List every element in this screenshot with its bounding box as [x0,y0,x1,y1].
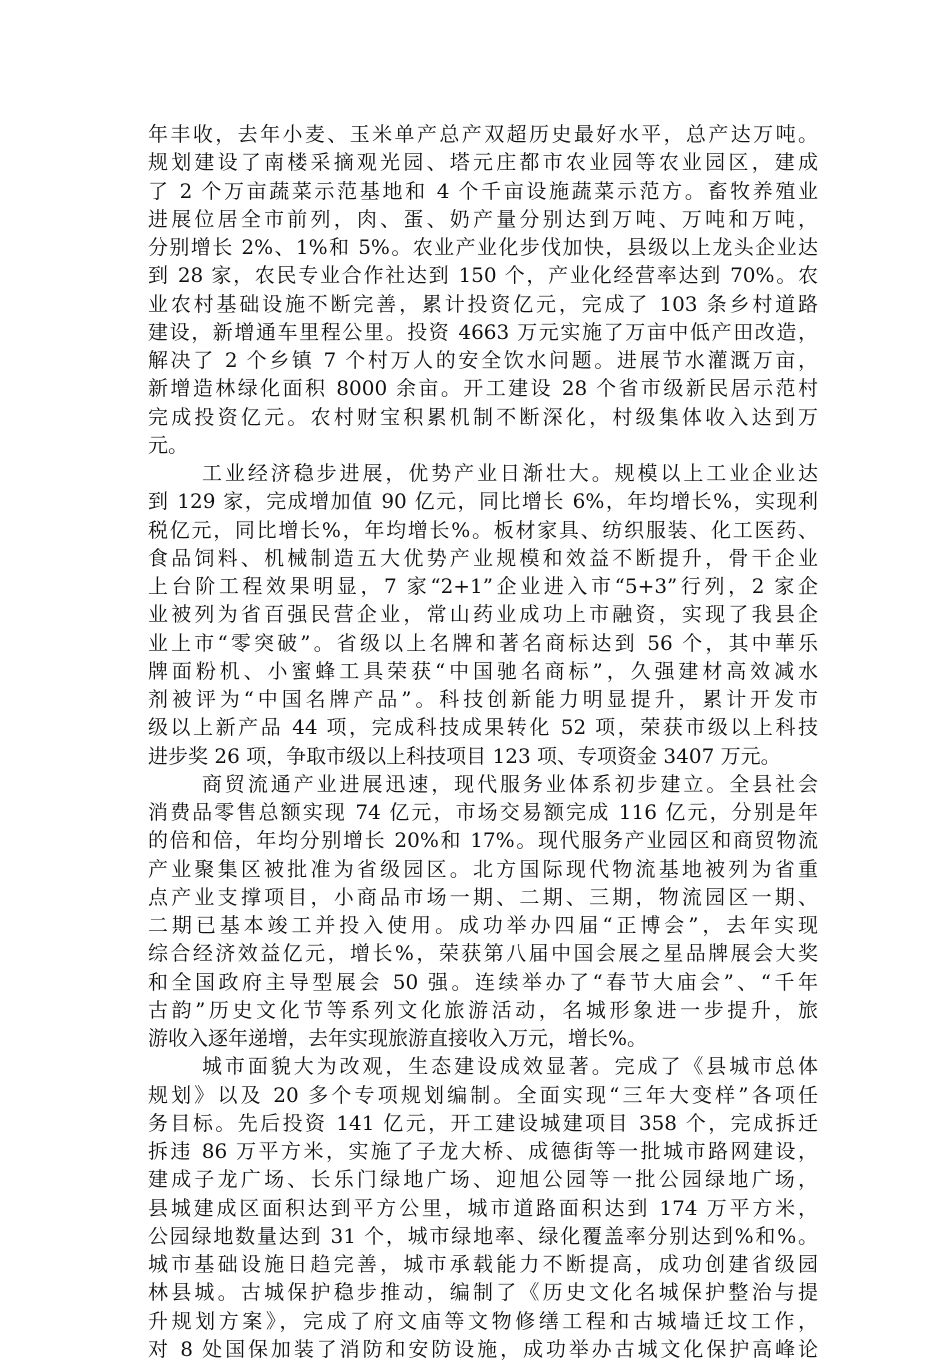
document-body [148,120,818,1363]
text-line: 古韵”历史文化节等系列文化旅游活动，名城形象进一步提升，旅 [148,997,818,1022]
text-line: 务目标。先后投资 141 亿元，开工建设城建项目 358 个，完成拆迁 [148,1110,818,1135]
text-line: 了 2 个万亩蔬菜示范基地和 4 个千亩设施蔬菜示范方。畜牧养殖业 [148,178,818,203]
text-line: 业上市“零突破”。省级以上名牌和著名商标达到 56 个，其中華乐 [148,630,818,655]
text-line: 建成子龙广场、长乐门绿地广场、迎旭公园等一批公园绿地广场， [148,1167,818,1192]
text-line: 林县城。古城保护稳步推动，编制了《历史文化名城保护整治与提 [148,1280,818,1305]
text-line: 城市面貌大为改观，生态建设成效显著。完成了《县城市总体 [202,1054,818,1079]
text-line: 到 28 家，农民专业合作社达到 150 个，产业化经营率达到 70%。农 [148,263,818,288]
text-line: 业被列为省百强民营企业，常山药业成功上市融资，实现了我县企 [148,602,818,627]
text-line: 游收入逐年递增，去年实现旅游直接收入万元，增长%。 [148,1026,648,1050]
text-line: 业农村基础设施不断完善，累计投资亿元，完成了 103 条乡村道路 [148,291,818,316]
text-line: 进展位居全市前列，肉、蛋、奶产量分别达到万吨、万吨和万吨， [148,206,818,231]
text-line: 二期已基本竣工并投入使用。成功举办四届“正博会”，去年实现 [148,913,818,937]
text-line: 规划》以及 20 多个专项规划编制。全面实现“三年大变样”各项任 [148,1082,818,1107]
text-line: 县城建成区面积达到平方公里，城市道路面积达到 174 万平方米， [148,1195,818,1220]
text-line: 进步奖 26 项，争取市级以上科技项目 123 项、专项资金 3407 万元。 [148,743,781,768]
text-line: 分别增长 2%、1%和 5%。农业产业化步伐加快，县级以上龙头企业达 [148,235,818,259]
text-line: 新增造林绿化面积 8000 余亩。开工建设 28 个省市级新民居示范村 [148,376,818,401]
text-line: 升规划方案》，完成了府文庙等文物修缮工程和古城墙迁坟工作， [148,1308,818,1333]
text-line: 点产业支撑项目，小商品市场一期、二期、三期，物流园区一期、 [148,884,818,909]
text-line: 年丰收，去年小麦、玉米单产总产双超历史最好水平，总产达万吨。 [148,122,818,146]
text-line: 完成投资亿元。农村财宝积累机制不断深化，村级集体收入达到万 [148,404,818,429]
text-line: 税亿元，同比增长%，年均增长%。板材家具、纺织服装、化工医药、 [148,517,818,542]
text-line: 元。 [148,432,188,457]
text-line: 产业聚集区被批准为省级园区。北方国际现代物流基地被列为省重 [148,856,818,881]
text-line: 解决了 2 个乡镇 7 个村万人的安全饮水问题。进展节水灌溉万亩， [148,348,818,372]
text-line: 到 129 家，完成增加值 90 亿元，同比增长 6%，年均增长%，实现利 [148,489,818,514]
text-line: 食品饲料、机械制造五大优势产业规模和效益不断提升，骨干企业 [148,545,818,570]
text-line: 规划建设了南楼采摘观光园、塔元庄都市农业园等农业园区，建成 [148,150,818,175]
text-line: 消费品零售总额实现 74 亿元，市场交易额完成 116 亿元，分别是年 [148,800,818,824]
text-line: 拆违 86 万平方米，实施了子龙大桥、成德街等一批城市路网建设， [148,1139,818,1163]
text-line: 工业经济稳步进展，优势产业日渐壮大。规模以上工业企业达 [202,461,818,485]
text-line: 商贸流通产业进展迅速，现代服务业体系初步建立。全县社会 [202,771,818,796]
text-line: 城市基础设施日趋完善，城市承载能力不断提高，成功创建省级园 [148,1252,818,1276]
text-line: 剂被评为“中国名牌产品”。科技创新能力明显提升，累计开发市 [148,687,818,711]
text-line: 建设，新增通车里程公里。投资 4663 万元实施了万亩中低产田改造， [148,319,818,344]
text-line: 综合经济效益亿元，增长%，荣获第八届中国会展之星品牌展会大奖 [148,941,818,966]
text-line: 上台阶工程效果明显，7 家“2+1”企业进入市“5+3”行列，2 家企 [148,574,818,598]
text-line: 牌面粉机、小蜜蜂工具荣获“中国驰名商标”，久强建材高效减水 [148,658,818,683]
text-line: 公园绿地数量达到 31 个，城市绿地率、绿化覆盖率分别达到%和%。 [148,1223,818,1248]
text-line: 对 8 处国保加装了消防和安防设施，成功举办古城文化保护高峰论 [148,1336,818,1361]
text-line: 的倍和倍，年均分别增长 20%和 17%。现代服务产业园区和商贸物流 [148,828,818,853]
text-line: 级以上新产品 44 项，完成科技成果转化 52 项，荣获市级以上科技 [148,715,818,740]
text-line: 和全国政府主导型展会 50 强。连续举办了“春节大庙会”、“千年 [148,969,818,994]
